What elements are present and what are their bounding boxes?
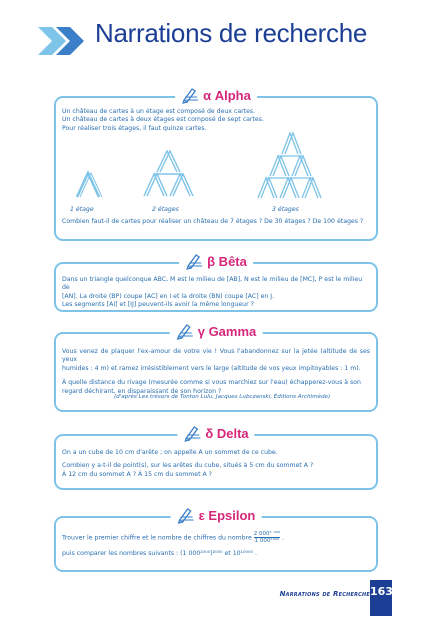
fraction-numerator: 2 000¹ ⁰⁰⁰ [253, 531, 281, 537]
text-line: Un château de cartes à un étage est composé de deux cartes. [62, 108, 256, 115]
page-title: Narrations de recherche [95, 18, 368, 48]
section-beta-header [179, 252, 253, 270]
section-gamma [54, 323, 378, 412]
page-number: 163 [370, 580, 392, 616]
text-line [62, 550, 370, 558]
text-line: Les segments [AI] et [IJ] peuvent-ils avoir la même longueur ? [62, 301, 254, 309]
text-line: Combien y a-t-il de point(s), sur les arêtes du cube, situés à 5 cm du sommet A ? [62, 462, 314, 470]
epsilon-line1: Trouver le premier chiffre et le nombre de chiffres du nombre [62, 534, 252, 542]
epsilon-line2: puis comparer les nombres suivants : [62, 550, 179, 557]
section-beta-text [62, 276, 370, 310]
pencil-icon [177, 506, 195, 524]
text-line [62, 531, 370, 544]
chevron-right-icon [38, 27, 88, 55]
text-line: Dans un triangle quelconque ABC, M est le milieu de [AB], N est le milieu de [MC], P est le milieu de [62, 276, 363, 292]
text-line: On a un cube de 10 cm d'arête ; on appelle A un sommet de ce cube. [62, 449, 278, 456]
pencil-icon [185, 252, 203, 270]
text-line: Un château de cartes à deux étages est composé de sept cartes. [62, 116, 264, 124]
section-epsilon-text [62, 531, 370, 558]
text-line: À quelle distance du rivage (mesurée comme si vous marchiez sur l'eau) échapperez-vous à son [62, 379, 361, 387]
section-gamma-text [62, 348, 370, 396]
caption-3-floors: 3 étages [272, 206, 299, 213]
section-gamma-title: γ Gamma [197, 323, 257, 339]
section-epsilon [54, 507, 378, 572]
caption-2-floors: 2 étages [152, 206, 179, 213]
caption-1-floor: 1 étage [70, 206, 94, 213]
fraction-denominator: 1 000²⁰⁰⁰ [254, 538, 280, 544]
and-word: et [224, 550, 231, 557]
section-delta-header [177, 424, 254, 442]
text-line: humides : 4 m) et ramez irrésistiblement vers le large (altitude de vos yeux impitoyables : 1 m). [62, 364, 361, 372]
expression-2: 10¹⁰⁰⁰⁰ [232, 550, 253, 557]
section-epsilon-title: ε Epsilon [198, 507, 256, 523]
section-alpha-title: α Alpha [203, 87, 251, 103]
section-delta-title: δ Delta [205, 425, 249, 441]
card-castle-2-floors [140, 148, 196, 198]
text-line: [AN]. La droite (BP) coupe [AC] en I et la droite (BN) coupe [AC] en J. [62, 292, 275, 300]
text-line: À 12 cm du sommet A ? À 15 cm du sommet A ? [62, 470, 212, 478]
section-alpha [54, 87, 378, 241]
section-beta-title: β Bêta [207, 253, 247, 269]
section-beta [54, 253, 378, 312]
pencil-icon [176, 322, 194, 340]
section-gamma-header [170, 322, 263, 340]
pencil-icon [183, 424, 201, 442]
footer-title: Narrations de Recherche [279, 590, 370, 598]
text-line: Vous venez de plaquer l'ex-amour de votre vie ! Vous l'abandonnez sur la jetée (altitude de ses yeux [62, 348, 370, 364]
text-line: Pour réaliser trois étages, il faut quinze cartes. [62, 124, 207, 132]
source-citation: (d'après Les trésors de Tonton Lulu, Jacques Lubczanski, Éditions Archimède) [114, 394, 331, 400]
section-delta [54, 425, 378, 490]
epsilon-line1-end: . [282, 534, 285, 542]
card-castle-3-floors [256, 128, 330, 200]
card-castle-1-floor [74, 170, 104, 198]
fraction [254, 531, 280, 544]
expression-1: (1 000²⁰⁰⁰)²⁰⁰⁰ [180, 550, 223, 557]
section-alpha-question: Combien faut-il de cartes pour réaliser un château de 7 étages ? De 30 étages ? De 100 étages ? [62, 218, 364, 225]
pencil-icon [181, 86, 199, 104]
section-alpha-header [175, 86, 257, 104]
section-epsilon-header [171, 506, 262, 524]
text-line: regard déchirant, en disparaissant de son horizon ? [62, 387, 222, 395]
epsilon-line2-end: . [254, 550, 257, 557]
section-delta-text [62, 449, 370, 479]
